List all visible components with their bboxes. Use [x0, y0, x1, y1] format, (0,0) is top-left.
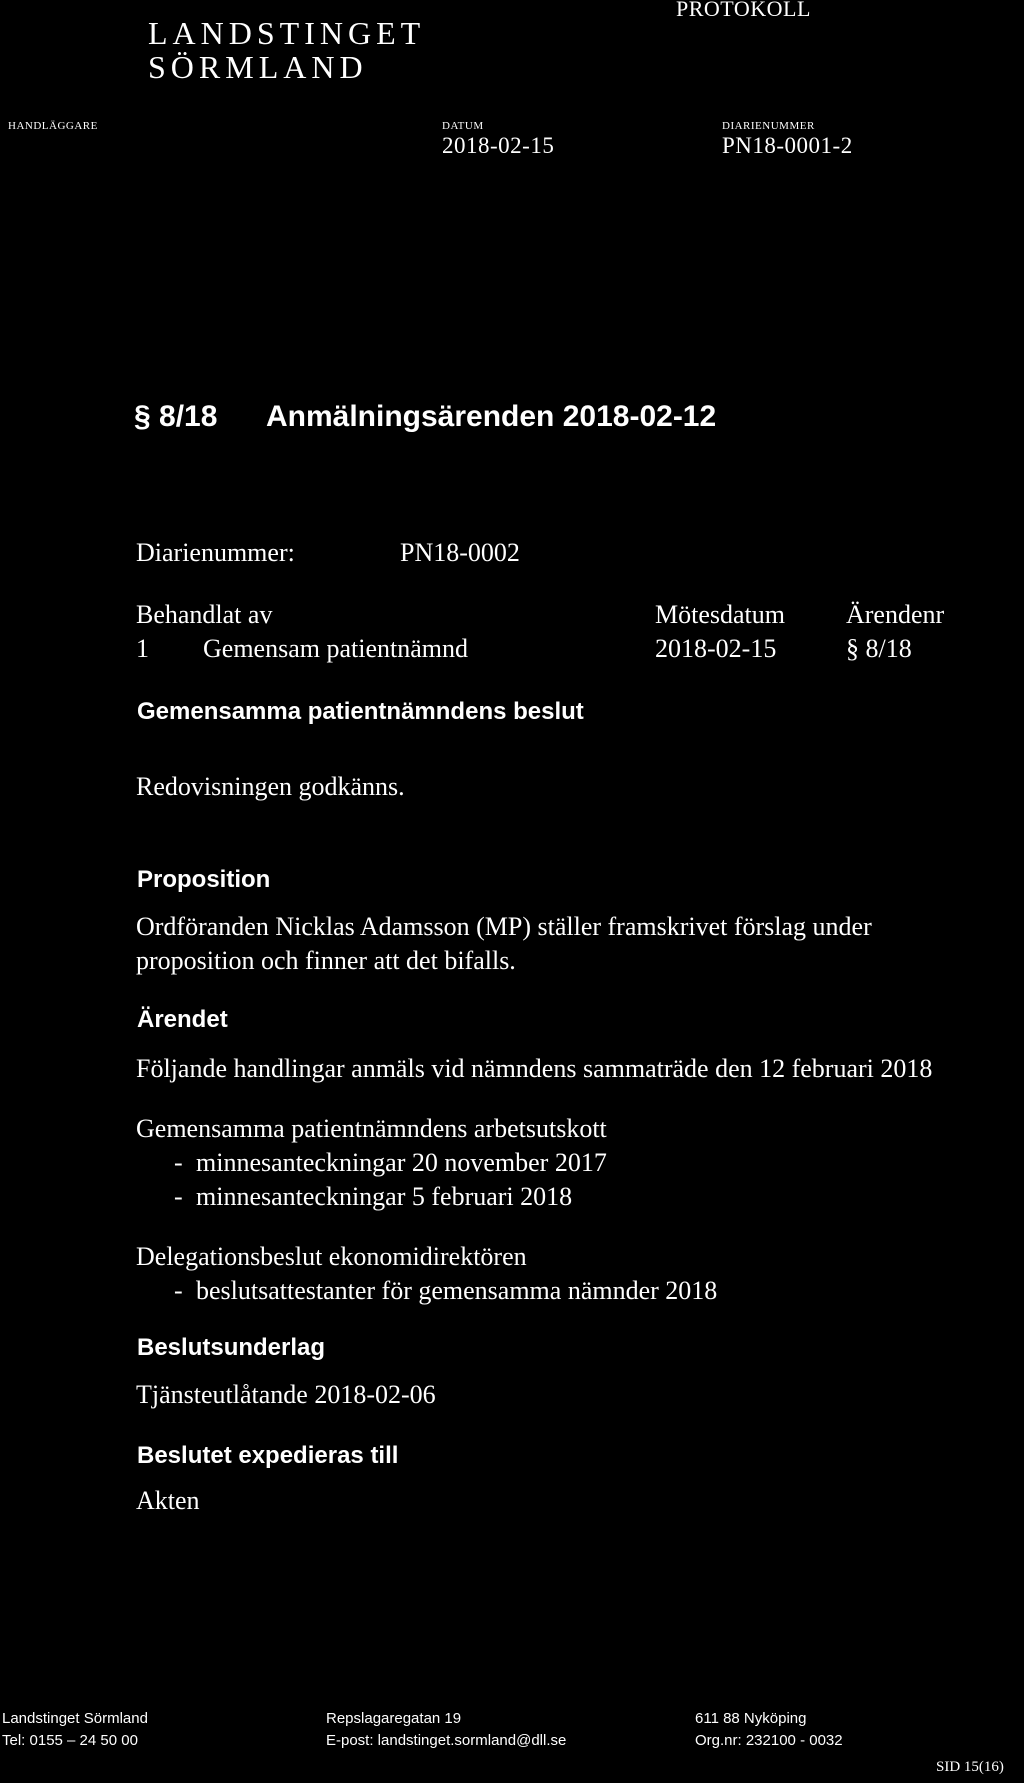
footer-col-1	[2, 1708, 148, 1752]
list-item: - minnesanteckningar 5 februari 2018	[174, 1182, 573, 1211]
diarienummer-label: DIARIENUMMER	[722, 120, 815, 132]
proposition-heading: Proposition	[137, 866, 271, 893]
row-body: Gemensam patientnämnd	[203, 634, 468, 663]
group-2-list	[136, 1274, 717, 1308]
arendet-group-1	[136, 1112, 607, 1214]
proposition-line-2: proposition och finner att det bifalls.	[136, 946, 516, 975]
footer-phone: Tel: 0155 – 24 50 00	[2, 1732, 138, 1749]
logo-line-2: SÖRMLAND	[148, 49, 368, 85]
section-title: Anmälningsärenden 2018-02-12	[266, 400, 717, 433]
expedieras-text: Akten	[136, 1486, 200, 1515]
meta-diarienummer-label: Diarienummer:	[136, 538, 295, 567]
beslutsunderlag-heading: Beslutsunderlag	[137, 1334, 326, 1361]
logo-line-1: LANDSTINGET	[148, 15, 426, 51]
arendenr-label: Ärendenr	[846, 600, 945, 629]
section-number: § 8/18	[134, 400, 218, 433]
datum-value: 2018-02-15	[442, 133, 555, 158]
row-date: 2018-02-15	[655, 634, 777, 663]
arendet-group-2	[136, 1240, 717, 1308]
decision-heading: Gemensamma patientnämndens beslut	[137, 698, 584, 725]
group-1-list	[136, 1146, 607, 1214]
row-index: 1	[136, 634, 149, 663]
page-number: SID 15(16)	[936, 1759, 1004, 1775]
meta-diarienummer-value: PN18-0002	[400, 538, 520, 567]
arendet-heading: Ärendet	[137, 1006, 228, 1033]
footer-email: E-post: landstinget.sormland@dll.se	[326, 1732, 567, 1749]
document-type: PROTOKOLL	[676, 0, 811, 21]
diarienummer-value: PN18-0001-2	[722, 133, 853, 158]
footer-org: Landstinget Sörmland	[2, 1710, 148, 1727]
footer-col-2	[326, 1708, 566, 1752]
datum-label: DATUM	[442, 120, 484, 132]
row-arendenr: § 8/18	[846, 634, 912, 663]
footer-address: Repslagaregatan 19	[326, 1710, 462, 1727]
group-1-title: Gemensamma patientnämndens arbetsutskott	[136, 1114, 607, 1143]
decision-text: Redovisningen godkänns.	[136, 772, 405, 801]
proposition-text	[136, 910, 872, 978]
list-item: - beslutsattestanter för gemensamma nämnder 2018	[174, 1276, 718, 1305]
footer-postal: 611 88 Nyköping	[695, 1710, 807, 1727]
expedieras-heading: Beslutet expedieras till	[137, 1442, 399, 1469]
list-item: - minnesanteckningar 20 november 2017	[174, 1148, 607, 1177]
group-2-title: Delegationsbeslut ekonomidirektören	[136, 1242, 527, 1271]
arendet-intro: Följande handlingar anmäls vid nämndens sammaträde den 12 februari 2018	[136, 1054, 933, 1083]
footer-orgnr: Org.nr: 232100 - 0032	[695, 1732, 843, 1749]
handlaggare-label: HANDLÄGGARE	[8, 120, 98, 132]
beslutsunderlag-text: Tjänsteutlåtande 2018-02-06	[136, 1380, 436, 1409]
footer-col-3	[695, 1708, 843, 1752]
proposition-line-1: Ordföranden Nicklas Adamsson (MP) ställer framskrivet förslag under	[136, 912, 872, 941]
motesdatum-label: Mötesdatum	[655, 600, 785, 629]
organization-logo	[148, 16, 425, 84]
behandlat-av-label: Behandlat av	[136, 600, 273, 629]
